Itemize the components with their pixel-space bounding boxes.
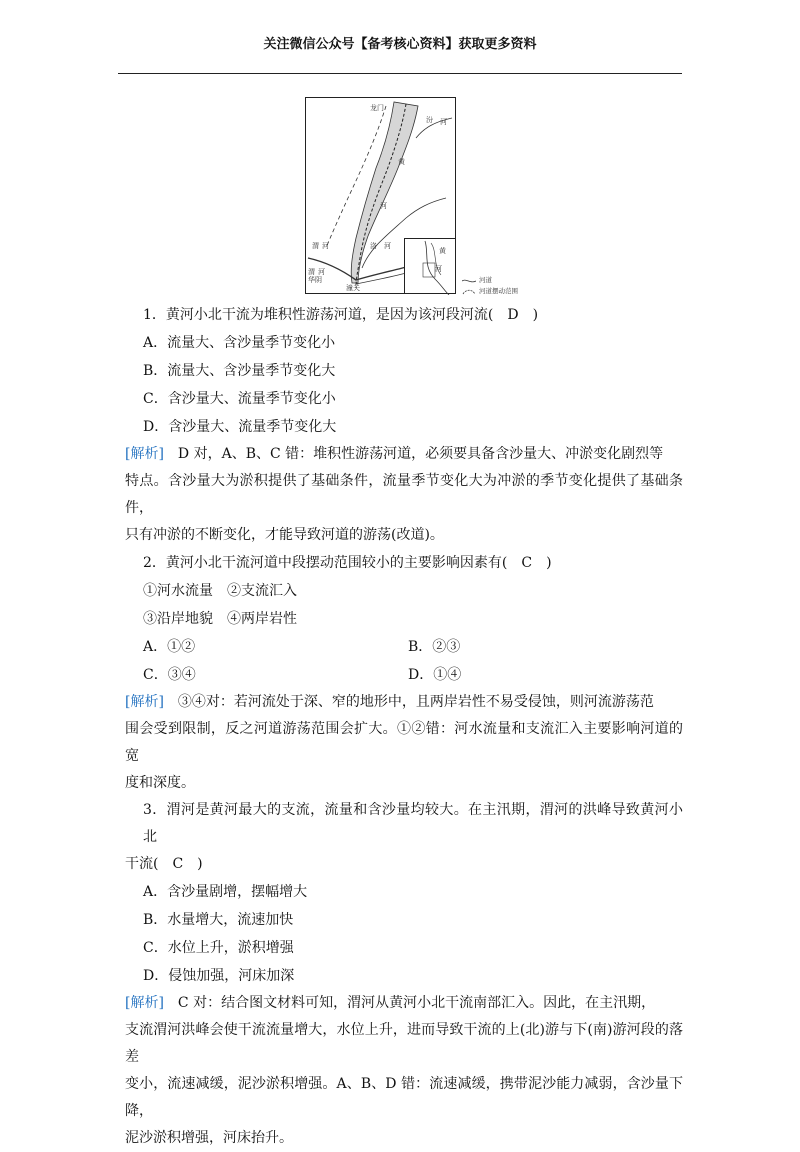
legend-swing-range: 河道摆动范围 [462,286,518,297]
q1-option-d: D．含沙量大、流量季节变化大 [143,419,337,435]
q2-factors-2: ③沿岸地貌 ④两岸岩性 [143,611,297,627]
q1-analysis: [解析] D 对，A、B、C 错：堆积性游荡河道，必须要具备含沙量大、冲淤变化剧烈等 特点。含沙量大为淤积提供了基础条件，流量季节变化大为冲淤的季节变化提供了基础条件， 只有冲淤的不断变化，才能导致河道的游荡(改道)。 [125,446,683,543]
q3-option-c: C．水位上升，淤积增强 [143,940,294,956]
swing-range-legend-icon [462,289,476,295]
map-label-tongguan: 潼关 [346,284,360,292]
channel-legend-icon [462,278,476,284]
q3-analysis-tag: [解析] [125,995,164,1011]
q1-option-c: C．含沙量大、流量季节变化小 [143,391,336,407]
map-label-wei-he-2: 河 [318,268,325,276]
q1-option-b: B．流量大、含沙量季节变化大 [143,363,336,379]
q2-option-c: C．③④ [143,667,196,683]
q3-option-b: B．水量增大，流速加快 [143,912,294,928]
q2-analysis: [解析] ③④对：若河流处于深、窄的地形中，且两岸岩性不易受侵蚀，则河流游荡范 围会受到限制，反之河道游荡范围会扩大。①②错：河水流量和支流汇入主要影响河道的宽 度和深度。 [125,694,683,791]
question-content [125,301,683,1152]
map-label-huayin: 华阴 [308,276,322,284]
map-label-fen: 汾 [426,116,433,124]
q3-analysis: [解析] C 对：结合图文材料可知，渭河从黄河小北干流南部汇入。因此，在主汛期， 支流渭河洪峰会使干流流量增大，水位上升，进而导致干流的上(北)游与下(南)游河段的落差 变小，流速减缓，泥沙淤积增强。A、B、D 错：流速减缓，携带泥沙能力减弱，含沙量下降， 泥沙淤积增强，河床抬升。 [125,995,683,1146]
q2-option-b: B．②③ [408,639,461,655]
q3-option-a: A．含沙量剧增，摆幅增大 [143,884,308,900]
map-label-huang: 黄 [398,158,405,166]
q2-stem: 2．黄河小北干流河道中段摆动范围较小的主要影响因素有( C ) [143,555,552,571]
map-label-luo-he: 河 [384,242,391,250]
q1-analysis-tag: [解析] [125,446,164,462]
inset-label-he: 河 [435,265,442,273]
q1-stem: 1．黄河小北干流为堆积性游荡河道，是因为该河段河流( D ) [143,307,539,323]
map-legend [462,275,518,297]
q3-option-d: D．侵蚀加强，河床加深 [143,968,295,984]
map-label-huang-he: 河 [380,202,387,210]
map-label-wei-he: 河 [322,242,329,250]
header-rule [118,73,682,74]
page-header: 关注微信公众号【备考核心资料】获取更多资料 [263,37,537,52]
q1-option-a: A．流量大、含沙量季节变化小 [143,335,336,351]
map-label-wei-2: 渭 [308,268,315,276]
q2-factors-1: ①河水流量 ②支流汇入 [143,583,297,599]
inset-map [404,238,456,294]
q2-option-a: A．①② [143,639,196,655]
map-label-luo: 洛 [370,242,377,250]
map-label-fen-he: 河 [440,118,447,126]
q2-option-d: D．①④ [408,667,462,683]
q2-options-row-1 [143,633,683,661]
q2-analysis-tag: [解析] [125,694,164,710]
legend-channel: 河道 [462,275,518,286]
inset-label-huang: 黄 [439,247,446,255]
q2-options-row-2 [143,661,683,689]
map-label-wei: 渭 [312,242,319,250]
map-label-longmen: 龙门 [370,104,384,112]
q3-stem: 3．渭河是黄河最大的支流，流量和含沙量均较大。在主汛期，渭河的洪峰导致黄河小北 干流( C ) [125,802,683,872]
inset-map-drawing [405,239,457,295]
